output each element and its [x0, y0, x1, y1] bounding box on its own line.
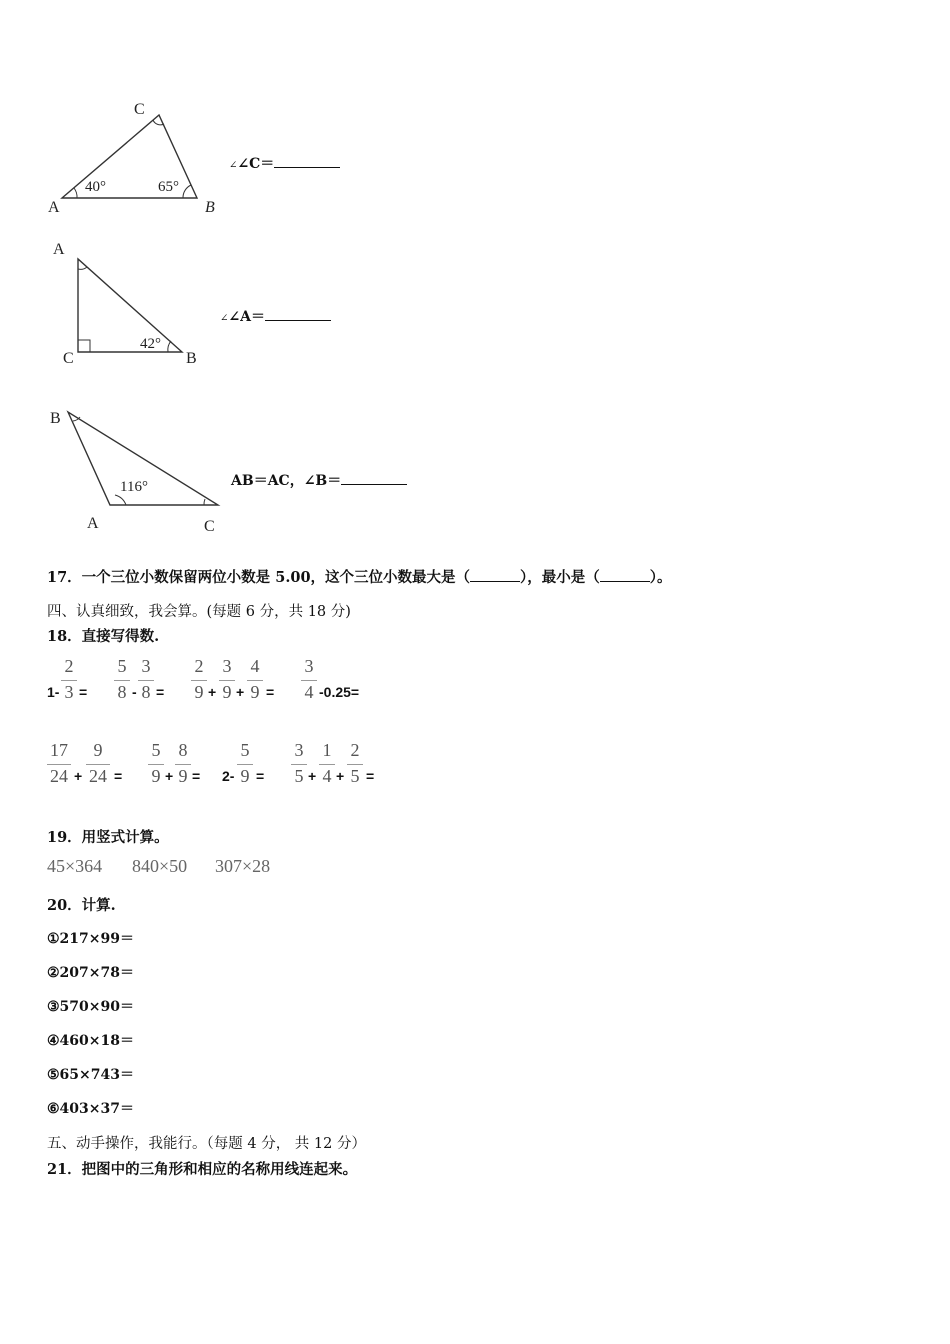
denominator: 5 [294, 766, 304, 786]
q19-item-2: 840×50 [132, 856, 188, 876]
numerator: 3 [304, 656, 314, 676]
triangle-2-vertex-left: C [63, 350, 74, 367]
section-4-heading: 四、认真细致，我会算。(每题 6 分，共 18 分) [47, 604, 351, 620]
numerator: 5 [117, 656, 127, 676]
numerator: 4 [250, 656, 260, 676]
denominator: 4 [304, 682, 314, 702]
q20-item-5: ⑤65×743＝ [47, 1067, 134, 1083]
q17-text-mid: ），最小是（ [520, 569, 600, 586]
triangle-1-vertex-top: C [134, 101, 145, 118]
triangle-1-question-text: ∠C＝ [237, 156, 275, 172]
triangle-3-question-text: AB＝AC，∠B＝ [231, 473, 342, 489]
q18-r2-e3-lead: 2- [222, 768, 235, 784]
triangle-1-vertex-right: B [205, 199, 215, 216]
answer-blank-1[interactable] [274, 167, 340, 168]
q18-r2-e4-eq: = [366, 768, 375, 784]
question-17 [47, 566, 672, 587]
denominator: 9 [240, 766, 250, 786]
q18-r1-e1-lead: 1- [47, 684, 60, 700]
q20-item-3: ③570×90＝ [47, 999, 134, 1015]
numerator: 2 [350, 740, 360, 760]
q19-item-1: 45×364 [47, 856, 103, 876]
denominator: 9 [250, 682, 260, 702]
denominator: 24 [50, 766, 68, 786]
denominator: 4 [322, 766, 332, 786]
q18-r1-e2-op: - [132, 684, 137, 700]
numerator: 5 [240, 740, 250, 760]
numerator: 8 [178, 740, 188, 760]
triangle-2-question-text: ∠A＝ [228, 309, 265, 325]
q18-r2-e4-op1: + [308, 768, 317, 784]
q18-r2-e4-op2: + [336, 768, 345, 784]
triangle-1-figure [40, 95, 230, 220]
answer-blank-3[interactable] [341, 484, 407, 485]
q20-item-6: ⑥403×37＝ [47, 1101, 134, 1117]
q17-blank-min[interactable] [600, 581, 650, 582]
numerator: 17 [50, 740, 68, 760]
q18-r1-e3-eq: = [266, 684, 275, 700]
question-20-title: 20．计算. [47, 897, 116, 914]
q18-r2-e1-eq: = [114, 768, 123, 784]
q17-text-start: 17．一个三位小数保留两位小数是 5.00，这个三位小数最大是（ [47, 569, 471, 586]
q20-item-2: ②207×78＝ [47, 965, 134, 981]
denominator: 5 [350, 766, 360, 786]
question-18-title: 18．直接写得数. [47, 628, 160, 645]
q18-r1-e3-op1: + [208, 684, 217, 700]
q18-r2-e2-op: + [165, 768, 174, 784]
triangle-3-vertex-top: B [50, 410, 61, 427]
q17-text-end: ）。 [649, 569, 672, 586]
triangle-2-question: ∠∠A＝ [220, 306, 331, 326]
q18-r1-e2-eq: = [156, 684, 165, 700]
numerator: 2 [194, 656, 204, 676]
numerator: 9 [93, 740, 103, 760]
triangle-2-vertex-top: A [53, 241, 65, 258]
q20-item-4: ④460×18＝ [47, 1033, 134, 1049]
triangle-3-figure [40, 400, 230, 540]
numerator: 3 [222, 656, 232, 676]
denominator: 3 [64, 682, 74, 702]
q19-item-3: 307×28 [215, 856, 271, 876]
question-19-title: 19．用竖式计算。 [47, 829, 169, 846]
question-21: 21．把图中的三角形和相应的名称用线连起来。 [47, 1161, 358, 1178]
numerator: 2 [64, 656, 74, 676]
denominator: 8 [117, 682, 127, 702]
q18-r1-e4-tail: -0.25= [319, 684, 360, 700]
triangle-1-angle-a: 40° [85, 179, 106, 195]
q17-blank-max[interactable] [470, 581, 520, 582]
numerator: 5 [151, 740, 161, 760]
q18-r2-e3-eq: = [256, 768, 265, 784]
numerator: 1 [322, 740, 332, 760]
triangle-2-figure [40, 235, 220, 370]
triangle-3-question [231, 470, 407, 490]
triangle-1-question: ∠∠C＝ [229, 153, 340, 173]
triangle-3-vertex-left: A [87, 515, 99, 532]
q18-r2-e1-op: + [74, 768, 83, 784]
denominator: 9 [151, 766, 161, 786]
denominator: 8 [141, 682, 151, 702]
denominator: 9 [178, 766, 188, 786]
q18-r2-e2-eq: = [192, 768, 201, 784]
q18-r1-e3-op2: + [236, 684, 245, 700]
numerator: 3 [294, 740, 304, 760]
denominator: 9 [194, 682, 204, 702]
triangle-1-angle-b: 65° [158, 179, 179, 195]
triangle-2-vertex-right: B [186, 350, 197, 367]
q18-r1-e1-eq: = [79, 684, 88, 700]
q20-item-1: ①217×99＝ [47, 931, 134, 947]
triangle-3-angle-a: 116° [120, 479, 148, 495]
triangle-3-vertex-right: C [204, 518, 215, 535]
triangle-1-vertex-left: A [48, 199, 60, 216]
numerator: 3 [141, 656, 151, 676]
denominator: 9 [222, 682, 232, 702]
answer-blank-2[interactable] [265, 320, 331, 321]
triangle-2-angle-b: 42° [140, 336, 161, 352]
denominator: 24 [89, 766, 107, 786]
section-5-heading: 五、动手操作，我能行。（每题 4 分， 共 12 分） [47, 1136, 366, 1152]
